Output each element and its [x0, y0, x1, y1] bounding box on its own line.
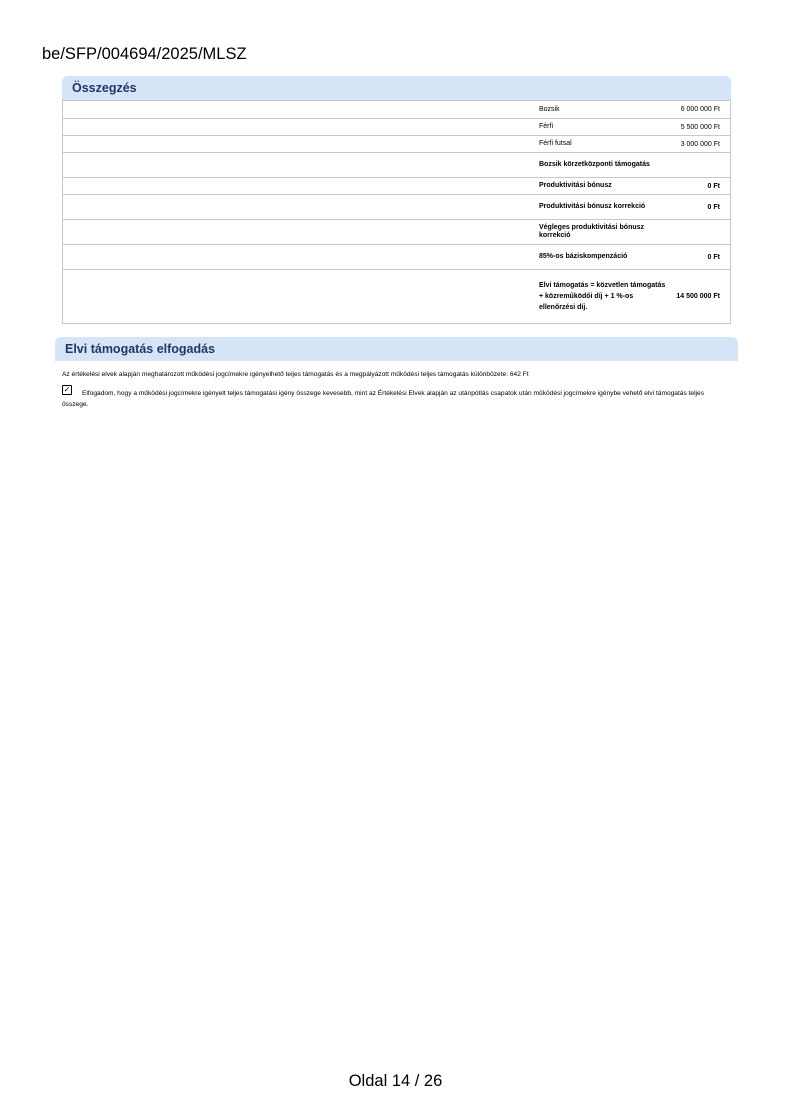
summary-row: [63, 245, 731, 270]
summary-row-label: Produktivitási bónusz: [533, 178, 673, 195]
summary-row-spacer: [63, 119, 534, 136]
summary-row-value: 0 Ft: [673, 195, 731, 220]
summary-row-value: [673, 220, 731, 245]
document-id: be/SFP/004694/2025/MLSZ: [42, 45, 247, 63]
summary-row-spacer: [63, 136, 534, 153]
summary-row: [63, 119, 731, 136]
summary-row: [63, 270, 731, 324]
summary-row-spacer: [63, 153, 534, 178]
summary-row-value: 5 500 000 Ft: [673, 119, 731, 136]
page-number: Oldal 14 / 26: [348, 1072, 443, 1090]
summary-row-value: 0 Ft: [673, 178, 731, 195]
summary-row: [63, 136, 731, 153]
summary-row-value: 6 000 000 Ft: [673, 101, 731, 119]
checkmark-icon: ✓: [63, 385, 71, 394]
summary-row-label: Elvi támogatás = közvetlen támogatás + közreműködői díj + 1 %-os ellenőrzési díj.: [533, 270, 673, 324]
summary-row-label: Végleges produktivitási bónusz korrekció: [533, 220, 673, 245]
summary-row: [63, 101, 731, 119]
summary-row-spacer: [63, 101, 534, 119]
summary-row: [63, 220, 731, 245]
summary-row-label: Produktivitási bónusz korrekció: [533, 195, 673, 220]
summary-row-value: 0 Ft: [673, 245, 731, 270]
summary-row-spacer: [63, 220, 534, 245]
summary-row: [63, 195, 731, 220]
accept-statement: Elfogadom, hogy a működési jogcímekre igényelt teljes támogatási igény összege kevesebb, mint az Értékelési Elvek alapján az utánpótlás csapatok után működési jogcímekre igénybe vehető elvi támogatás teljes összege.: [62, 390, 704, 408]
summary-section-title: Összegzés: [62, 76, 731, 100]
summary-table: [62, 100, 731, 324]
summary-row: [63, 153, 731, 178]
summary-row-label: 85%-os báziskompenzáció: [533, 245, 673, 270]
summary-row-spacer: [63, 245, 534, 270]
summary-row-spacer: [63, 178, 534, 195]
summary-row-value: 14 500 000 Ft: [673, 270, 731, 324]
summary-row-spacer: [63, 195, 534, 220]
summary-row-label: Férfi futsal: [533, 136, 673, 153]
summary-row-value: [673, 153, 731, 178]
summary-row-value: 3 000 000 Ft: [673, 136, 731, 153]
summary-row: [63, 178, 731, 195]
summary-row-spacer: [63, 270, 534, 324]
summary-row-label: Férfi: [533, 119, 673, 136]
summary-row-label: Bozsik: [533, 101, 673, 119]
summary-row-label: Bozsik körzetközponti támogatás: [533, 153, 673, 178]
elvi-section-title: Elvi támogatás elfogadás: [55, 337, 738, 361]
difference-note: Az értékelési elvek alapján meghatározott működési jogcímekre igényelhető teljes támogatás és a megpályázott működési teljes támogatás különbözete: 642 Ft: [62, 371, 529, 378]
